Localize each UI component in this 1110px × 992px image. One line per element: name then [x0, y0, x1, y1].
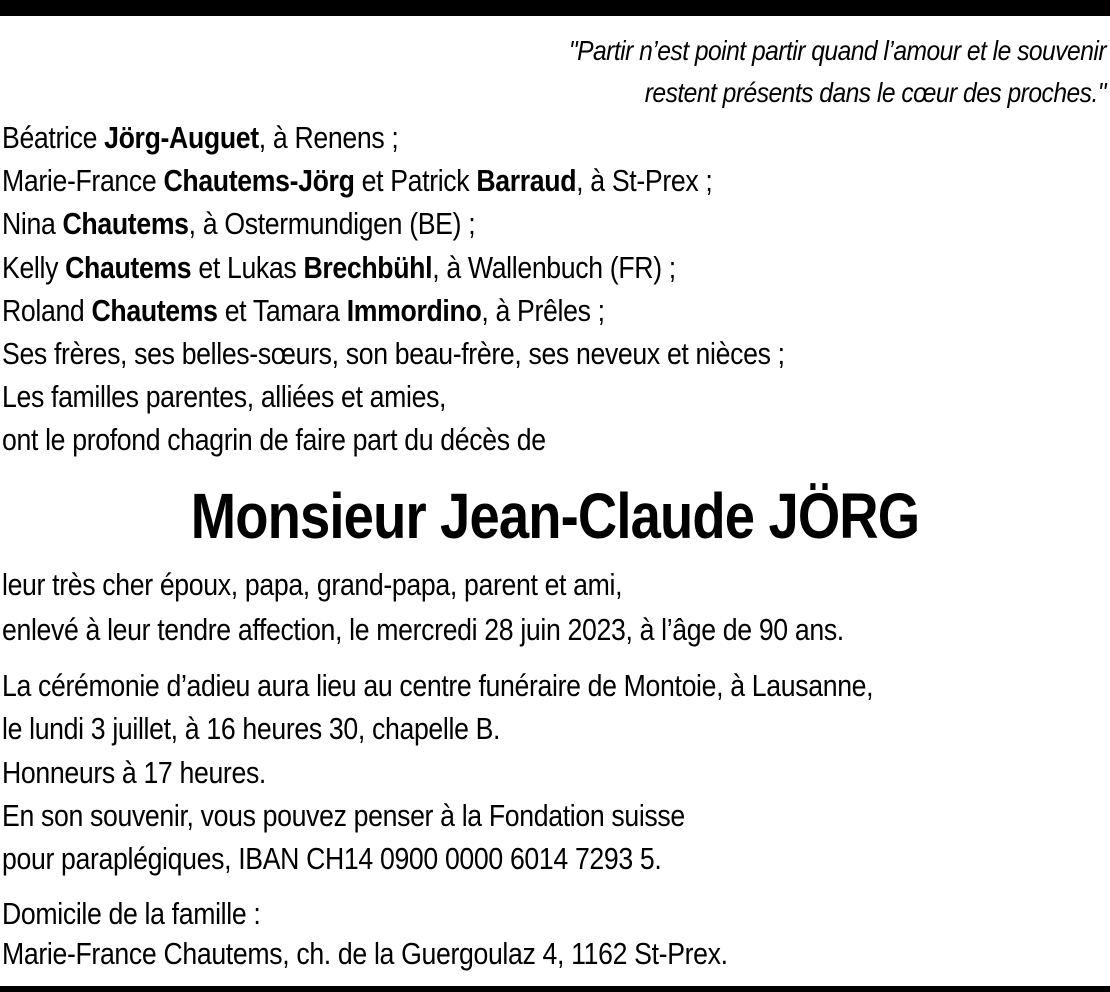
surname: Chautems [65, 249, 192, 285]
first-name: Béatrice [2, 120, 98, 155]
locality: , à Ostermundigen (BE) ; [188, 206, 476, 242]
quote-line-2: restent présents dans le cœur des proches." [644, 77, 1106, 108]
family-member-line [2, 202, 965, 245]
locality: , à Wallenbuch (FR) ; [432, 249, 676, 285]
ceremony-details [2, 664, 965, 880]
family-member-line [2, 246, 965, 289]
partner-name: et Patrick [361, 163, 470, 199]
ceremony-line-2: le lundi 3 juillet, à 16 heures 30, chapelle B. [2, 711, 501, 747]
surname: Chautems-Jörg [163, 163, 355, 199]
address-heading: Domicile de la famille : [2, 896, 261, 931]
first-name: Kelly [2, 249, 59, 285]
ceremony-line-3: Honneurs à 17 heures. [2, 754, 267, 790]
locality: , à Prêles ; [481, 292, 605, 328]
first-name: Marie-France [2, 163, 157, 199]
surname: Chautems [91, 292, 218, 328]
families-line: Les familles parentes, alliées et amies, [2, 379, 447, 415]
tribute-text [2, 562, 965, 652]
quote-line-1: "Partir n’est point partir quand l’amour et le souvenir [568, 35, 1106, 66]
address-line: Marie-France Chautems, ch. de la Guergoulaz 4, 1162 St-Prex. [2, 936, 728, 971]
family-list [2, 116, 965, 462]
tribute-line-1: leur très cher époux, papa, grand-papa, parent et ami, [2, 567, 623, 602]
ceremony-line-1: La cérémonie d’adieu aura lieu au centre funéraire de Montoie, à Lausanne, [2, 668, 874, 703]
family-address [2, 894, 965, 974]
deceased-name: Monsieur Jean-Claude JÖRG [190, 480, 920, 552]
epigraph-quote [437, 30, 1106, 114]
announcement-line: ont le profond chagrin de faire part du décès de [2, 422, 546, 458]
family-member-line [2, 116, 965, 159]
surname: Chautems [62, 206, 189, 242]
donation-line-2: pour paraplégiques, IBAN CH14 0900 0000 6014 7293 5. [2, 841, 662, 877]
partner-surname: Immordino [346, 292, 482, 328]
bottom-rule [0, 986, 1110, 992]
locality: , à St-Prex ; [576, 163, 713, 199]
partner-name: et Lukas [198, 249, 297, 285]
surname: Jörg-Auguet [104, 120, 259, 155]
family-member-line [2, 289, 965, 332]
partner-surname: Brechbühl [303, 249, 433, 285]
locality: , à Renens ; [258, 120, 399, 155]
partner-name: et Tamara [224, 292, 340, 328]
relatives-line: Ses frères, ses belles-sœurs, son beau-frère, ses neveux et nièces ; [2, 336, 785, 372]
family-member-line [2, 159, 965, 202]
donation-line-1: En son souvenir, vous pouvez penser à la Fondation suisse [2, 797, 685, 833]
tribute-line-2: enlevé à leur tendre affection, le mercredi 28 juin 2023, à l’âge de 90 ans. [2, 612, 844, 647]
first-name: Nina [2, 206, 56, 242]
top-rule [0, 0, 1110, 16]
first-name: Roland [2, 292, 85, 328]
partner-surname: Barraud [476, 163, 577, 199]
